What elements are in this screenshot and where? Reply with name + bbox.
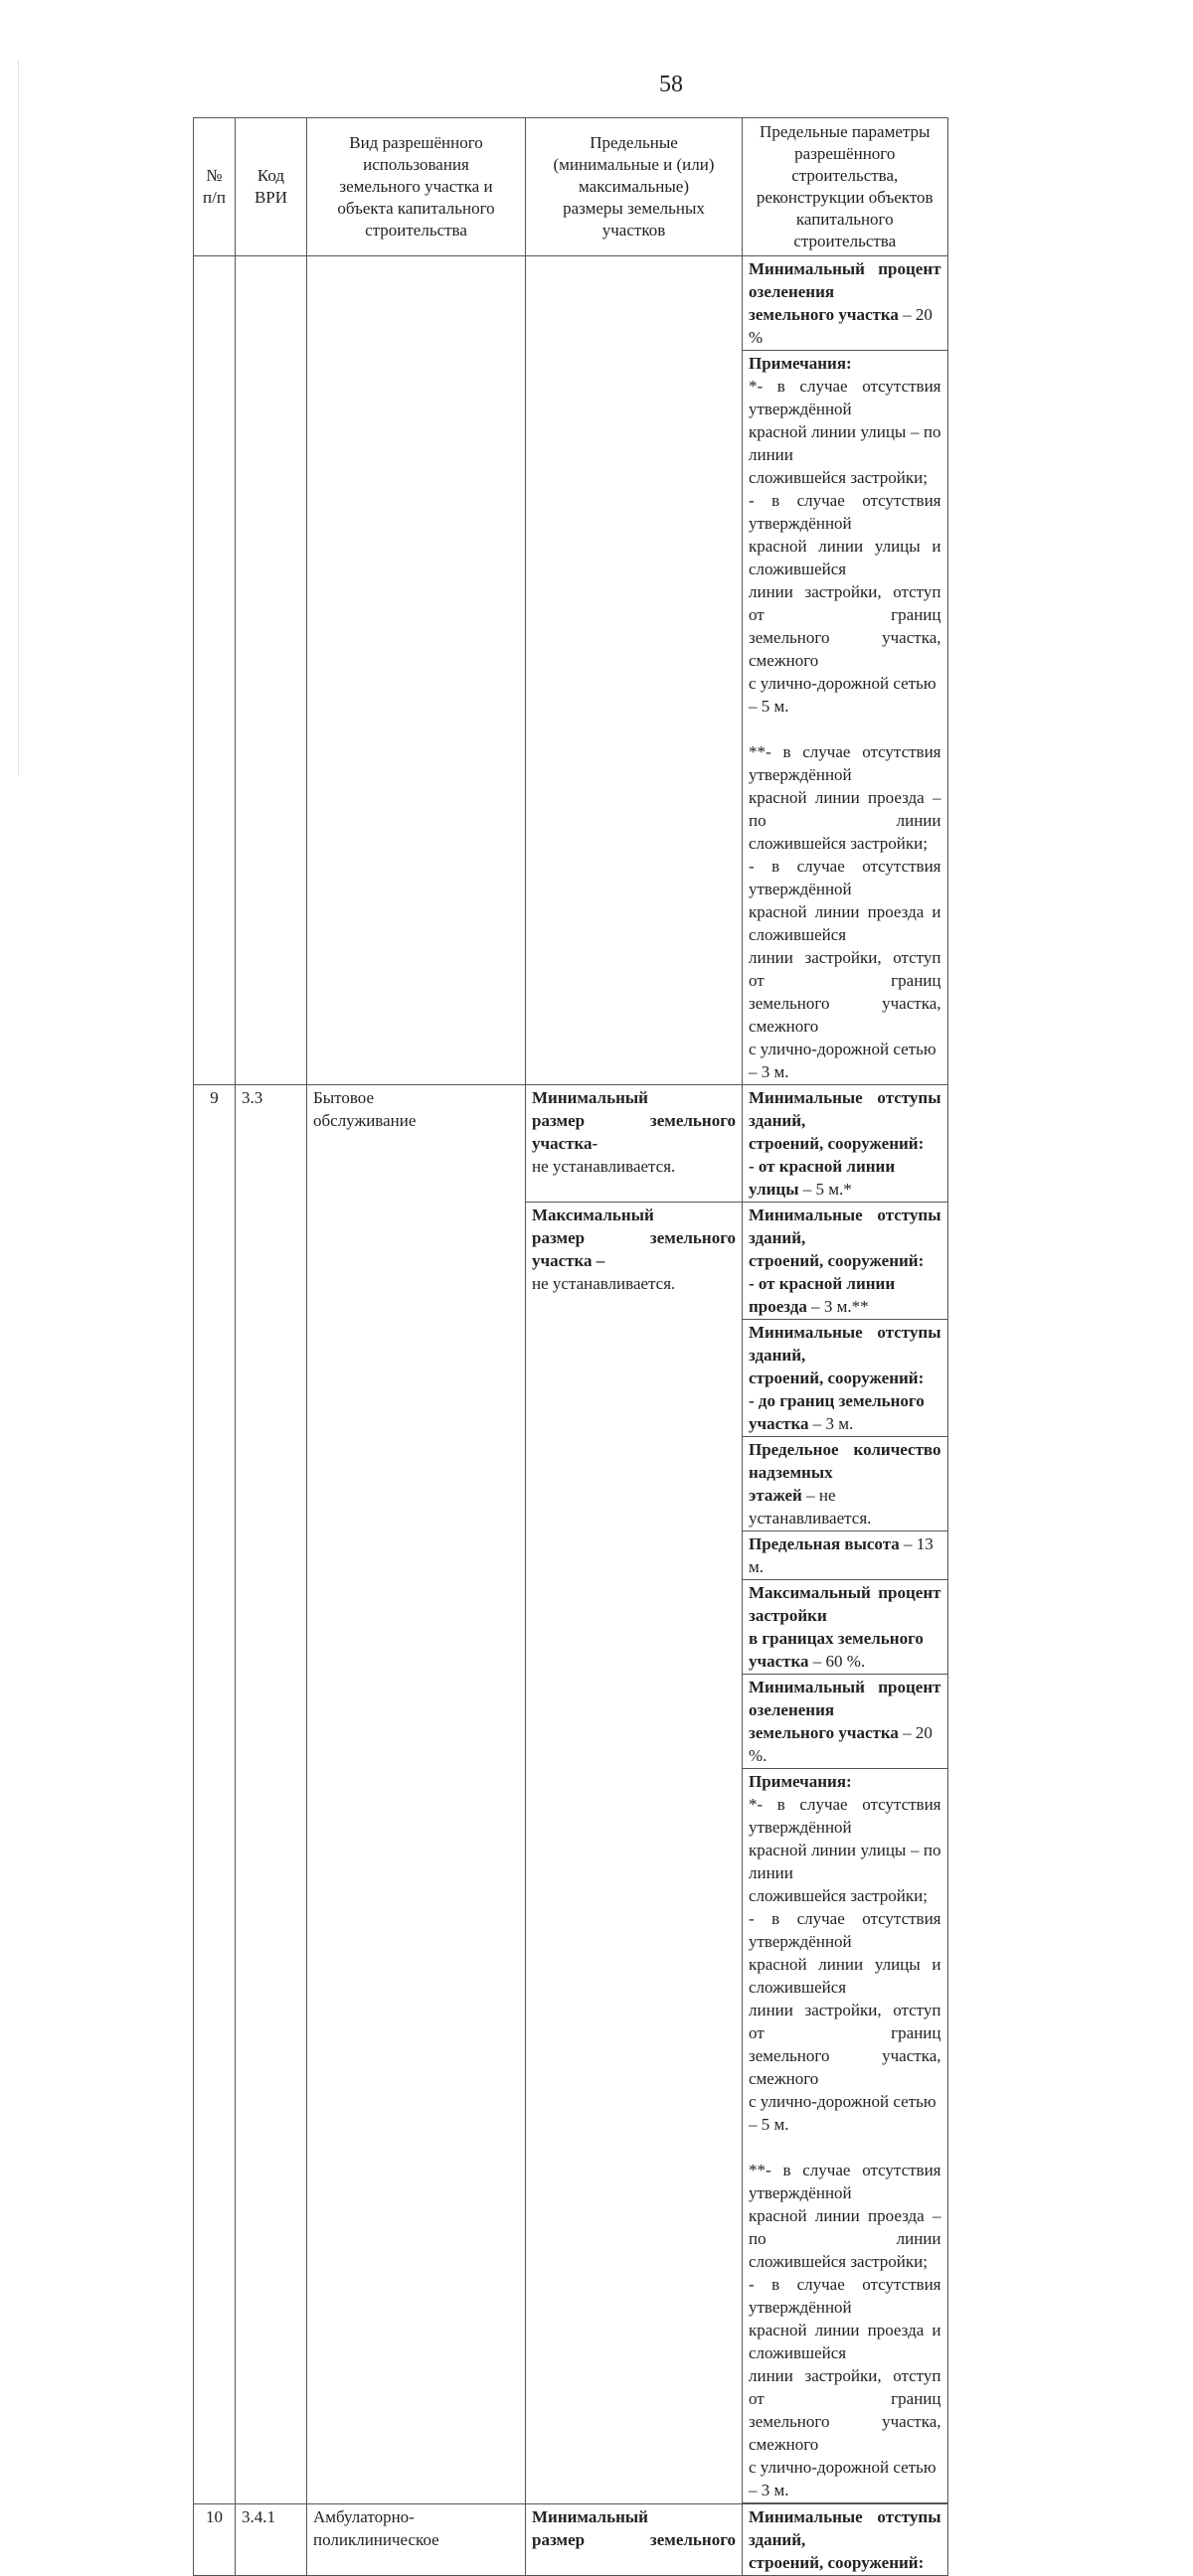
header-use-type xyxy=(307,118,526,256)
param-label: Минимальный процент озеленения xyxy=(749,259,941,301)
scan-margin-line xyxy=(18,60,19,775)
param-value: – 3 м. xyxy=(808,1414,854,1433)
size-label: размер земельного xyxy=(532,2530,736,2549)
note-line: красной линии улицы – по линии xyxy=(749,422,941,464)
header-text-line: Код xyxy=(256,166,285,185)
note-line: красной линии проезда и сложившейся xyxy=(749,902,941,944)
param-setback-driveway xyxy=(743,1203,948,1320)
note-line: с улично-дорожной сетью – 5 м. xyxy=(749,2092,937,2134)
header-text-line: объекта капитального xyxy=(337,199,495,218)
header-plot-sizes xyxy=(526,118,743,256)
row-code: 3.3 xyxy=(236,1085,307,2504)
note-line: сложившейся застройки; xyxy=(749,1886,928,1905)
param-value: – 60 %. xyxy=(808,1652,866,1671)
use-name-line: Бытовое xyxy=(313,1088,375,1107)
size-value: не устанавливается. xyxy=(532,1274,676,1293)
size-label: участка- xyxy=(532,1134,598,1153)
param-green-min xyxy=(743,1675,948,1769)
use-name-line: поликлиническое xyxy=(313,2530,439,2549)
param-label: Минимальные отступы зданий, xyxy=(749,1323,941,1365)
note-line xyxy=(749,718,941,740)
param-label: строений, сооружений: xyxy=(749,1134,925,1153)
header-number xyxy=(194,118,236,256)
header-text-line: ВРИ xyxy=(254,188,288,207)
notes-cell xyxy=(743,1769,948,2503)
param-value: – 3 м.** xyxy=(806,1297,869,1316)
param-height xyxy=(743,1531,948,1580)
size-label: размер земельного xyxy=(532,1228,736,1247)
param-setback-street xyxy=(743,1085,948,1203)
use-name-line: обслуживание xyxy=(313,1111,417,1130)
param-label: строений, сооружений: xyxy=(749,2553,925,2572)
table-row xyxy=(194,2504,1153,2576)
header-text-line: использования xyxy=(363,155,469,174)
param-value: – не устанавливается. xyxy=(749,1486,872,1528)
note-line: - в случае отсутствия утверждённой xyxy=(749,2275,941,2317)
header-text-line: п/п xyxy=(203,188,226,207)
param-label: строений, сооружений: xyxy=(749,1251,925,1270)
param-build-coverage xyxy=(743,1580,948,1675)
note-line: линии застройки, отступ от границ xyxy=(749,948,941,990)
header-text-line: размеры земельных xyxy=(563,199,705,218)
param-green-min xyxy=(743,256,948,351)
note-line: земельного участка, смежного xyxy=(749,2046,941,2088)
note-line: сложившейся застройки; xyxy=(749,2252,928,2271)
param-setback xyxy=(743,2504,948,2576)
param-value: – 13 м. xyxy=(749,1534,934,1576)
param-label: - до границ земельного участка xyxy=(749,1391,925,1433)
header-text-line: капитального строительства xyxy=(793,210,897,250)
header-text-line: Предельные параметры разрешённого xyxy=(760,122,931,163)
note-line: **- в случае отсутствия утверждённой xyxy=(749,2161,941,2202)
param-value: – 5 м.* xyxy=(798,1180,852,1199)
cell-empty xyxy=(236,256,307,1085)
note-line: земельного участка, смежного xyxy=(749,994,941,1036)
note-line: красной линии улицы – по линии xyxy=(749,1841,941,1882)
note-line: линии застройки, отступ от границ xyxy=(749,582,941,624)
param-label: Предельное количество надземных xyxy=(749,1440,941,1482)
param-label: - от красной линии проезда xyxy=(749,1274,896,1316)
param-label: в границах земельного участка xyxy=(749,1629,924,1671)
note-line: линии застройки, отступ от границ xyxy=(749,2366,941,2408)
header-text-line: строительства, реконструкции объектов xyxy=(756,166,934,207)
size-label: Минимальный xyxy=(532,1088,648,1107)
param-value: – 20 % xyxy=(749,305,933,347)
param-label: Минимальные отступы зданий, xyxy=(749,1206,941,1247)
header-text-line: строительства xyxy=(365,221,467,240)
param-floors xyxy=(743,1437,948,1531)
param-label: Минимальные отступы зданий, xyxy=(749,2507,941,2549)
size-label: Максимальный xyxy=(532,1206,654,1224)
param-label: Минимальный процент озеленения xyxy=(749,1678,941,1719)
note-line: красной линии проезда – по линии xyxy=(749,2206,941,2248)
page-number: 58 xyxy=(659,72,683,97)
land-use-parameters-table xyxy=(193,117,1153,2576)
header-text-line: земельного участка и xyxy=(339,177,493,196)
cell-empty xyxy=(307,256,526,1085)
param-label: Максимальный процент застройки xyxy=(749,1583,941,1625)
note-line: - в случае отсутствия утверждённой xyxy=(749,491,941,533)
note-line: сложившейся застройки; xyxy=(749,834,928,853)
param-value: – 20 %. xyxy=(749,1723,933,1765)
min-plot-size xyxy=(526,1085,743,1203)
size-label: Минимальный xyxy=(532,2507,648,2526)
header-code xyxy=(236,118,307,256)
note-line: красной линии проезда – по линии xyxy=(749,788,941,830)
header-text-line: максимальные) xyxy=(579,177,689,196)
note-line: с улично-дорожной сетью – 3 м. xyxy=(749,2458,937,2499)
row-number: 10 xyxy=(194,2504,236,2576)
param-label: этажей xyxy=(749,1486,802,1505)
note-line: с улично-дорожной сетью – 5 м. xyxy=(749,674,937,716)
notes-list xyxy=(749,1793,941,2501)
param-label: земельного участка xyxy=(749,1723,899,1742)
table-row xyxy=(194,256,1153,351)
header-text-line: участков xyxy=(601,221,666,240)
header-text-line: Вид разрешённого xyxy=(349,133,483,152)
row-number: 9 xyxy=(194,1085,236,2504)
note-line: сложившейся застройки; xyxy=(749,468,928,487)
note-line: красной линии проезда и сложившейся xyxy=(749,2321,941,2362)
header-text-line: Предельные xyxy=(590,133,678,152)
cell-empty xyxy=(526,256,743,1085)
note-line: земельного участка, смежного xyxy=(749,628,941,670)
min-plot-size xyxy=(526,2504,743,2576)
note-line: *- в случае отсутствия утверждённой xyxy=(749,1795,941,1837)
row-code: 3.4.1 xyxy=(236,2504,307,2576)
note-line xyxy=(749,2136,941,2159)
table-header-row xyxy=(194,118,1153,256)
param-setback-boundary xyxy=(743,1320,948,1437)
note-line: **- в случае отсутствия утверждённой xyxy=(749,742,941,784)
note-line: *- в случае отсутствия утверждённой xyxy=(749,377,941,418)
param-label: Минимальные отступы зданий, xyxy=(749,1088,941,1130)
notes-cell xyxy=(743,351,948,1085)
notes-list xyxy=(749,375,941,1083)
header-construction-params xyxy=(743,118,948,256)
cell-empty xyxy=(194,256,236,1085)
row-use-name xyxy=(307,1085,526,2504)
param-label: Предельная высота xyxy=(749,1534,900,1553)
notes-title: Примечания: xyxy=(749,354,852,373)
row-use-name xyxy=(307,2504,526,2576)
use-name-line: Амбулаторно- xyxy=(313,2507,415,2526)
size-label: размер земельного xyxy=(532,1111,736,1130)
param-label: строений, сооружений: xyxy=(749,1368,925,1387)
header-text-line: (минимальные и (или) xyxy=(553,155,715,174)
note-line: земельного участка, смежного xyxy=(749,2412,941,2454)
size-label: участка – xyxy=(532,1251,605,1270)
table-row xyxy=(194,1085,1153,1203)
note-line: - в случае отсутствия утверждённой xyxy=(749,857,941,898)
note-line: с улично-дорожной сетью – 3 м. xyxy=(749,1040,937,1081)
note-line: красной линии улицы и сложившейся xyxy=(749,1955,941,1997)
note-line: красной линии улицы и сложившейся xyxy=(749,537,941,578)
note-line: линии застройки, отступ от границ xyxy=(749,2001,941,2042)
param-label: - от красной линии улицы xyxy=(749,1157,896,1199)
size-value: не устанавливается. xyxy=(532,1157,676,1176)
param-label: земельного участка xyxy=(749,305,899,324)
max-plot-size xyxy=(526,1203,743,2504)
header-text-line: № xyxy=(206,166,223,185)
notes-title: Примечания: xyxy=(749,1772,852,1791)
note-line: - в случае отсутствия утверждённой xyxy=(749,1909,941,1951)
